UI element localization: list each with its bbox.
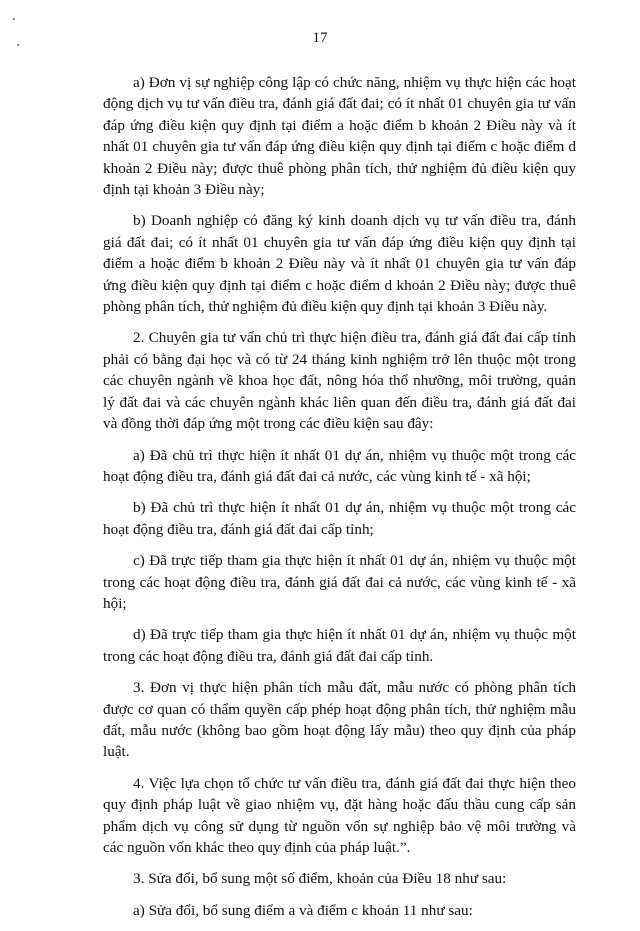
paragraph: 3. Đơn vị thực hiện phân tích mẫu đất, mẫu nước có phòng phân tích được cơ quan có thẩm quyền cấp phép hoạt động phân tích, thử nghiệm mẫu đất, mẫu nước (không bao gồm hoạt động lấy mẫu) theo quy định của pháp luật.	[103, 679, 576, 761]
scan-speck	[17, 44, 19, 46]
paragraph: 4. Việc lựa chọn tổ chức tư vấn điều tra, đánh giá đất đai thực hiện theo quy định pháp luật về giao nhiệm vụ, đặt hàng hoặc đấu thầu cung cấp sản phẩm dịch vụ công sử dụng từ nguồn vốn sự nghiệp bảo vệ môi trường và các nguồn vốn khác theo quy định của pháp luật.”.	[103, 774, 576, 856]
paragraph: b) Doanh nghiệp có đăng ký kinh doanh dịch vụ tư vấn điều tra, đánh giá đất đai; có ít nhất 01 chuyên gia tư vấn đáp ứng điều kiện quy định tại điểm a hoặc điểm b khoản 2 Điều này và ít nhất 01 chuyên gia tư vấn đáp ứng điều kiện quy định tại điểm c hoặc điểm d khoản 2 Điều này; được thuê phòng phân tích, thử nghiệm đủ điều kiện quy định tại khoản 3 Điều này.	[103, 212, 576, 316]
document-body	[103, 72, 576, 931]
scan-speck	[13, 18, 15, 20]
paragraph: d) Đã trực tiếp tham gia thực hiện ít nhất 01 dự án, nhiệm vụ thuộc một trong các hoạt động điều tra, đánh giá đất đai cấp tỉnh.	[103, 626, 576, 665]
paragraph: a) Sửa đổi, bổ sung điểm a và điểm c khoản 11 như sau:	[133, 901, 473, 919]
paragraph: c) Đã trực tiếp tham gia thực hiện ít nhất 01 dự án, nhiệm vụ thuộc một trong các hoạt động điều tra, đánh giá đất đai cả nước, các vùng kinh tế - xã hội;	[103, 552, 576, 612]
paragraph: a) Đơn vị sự nghiệp công lập có chức năng, nhiệm vụ thực hiện các hoạt động dịch vụ tư vấn điều tra, đánh giá đất đai; có ít nhất 01 chuyên gia tư vấn đáp ứng điều kiện quy định tại điểm a hoặc điểm b khoản 2 Điều này và ít nhất 01 chuyên gia tư vấn đáp ứng điều kiện quy định tại điểm c hoặc điểm d khoản 2 Điều này; được thuê phòng phân tích, thử nghiệm đủ điều kiện quy định tại khoản 3 Điều này;	[103, 74, 576, 199]
paragraph: a) Đã chủ trì thực hiện ít nhất 01 dự án, nhiệm vụ thuộc một trong các hoạt động điều tra, đánh giá đất đai cả nước, các vùng kinh tế - xã hội;	[103, 446, 576, 485]
paragraph: 3. Sửa đổi, bổ sung một số điểm, khoản của Điều 18 như sau:	[133, 870, 507, 888]
page-number: 17	[312, 30, 328, 46]
paragraph: 2. Chuyên gia tư vấn chủ trì thực hiện điều tra, đánh giá đất đai cấp tỉnh phải có bằng đại học và có từ 24 tháng kinh nghiệm trở lên thuộc một trong các chuyên ngành về khoa học đất, nông hóa thổ nhưỡng, môi trường, quản lý đất đai và các chuyên ngành khác liên quan đến điều tra, đánh giá đất đai và đồng thời đáp ứng một trong các điều kiện sau đây:	[103, 329, 576, 433]
paragraph: b) Đã chủ trì thực hiện ít nhất 01 dự án, nhiệm vụ thuộc một trong các hoạt động điều tra, đánh giá đất đai cấp tỉnh;	[103, 499, 576, 538]
